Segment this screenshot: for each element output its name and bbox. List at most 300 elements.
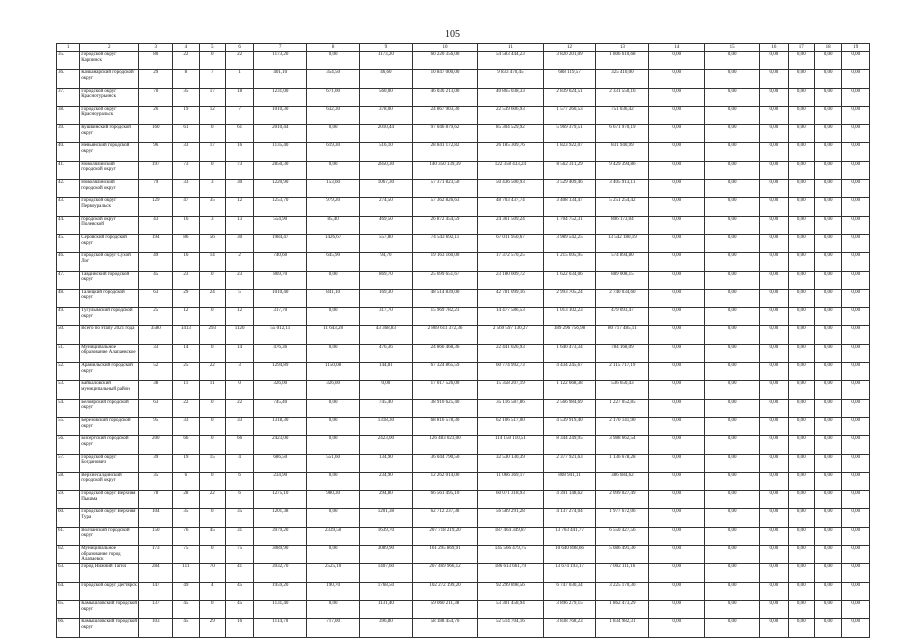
row-number-cell: 59. [57, 491, 80, 509]
table-cell: 0,00 [760, 399, 789, 417]
table-cell: 53 301 458,94 [478, 600, 543, 618]
table-cell: 13 542 180,19 [596, 234, 649, 252]
table-cell: 0,00 [814, 546, 841, 564]
table-cell: 0,00 [760, 344, 789, 362]
table-cell: 17 [199, 143, 225, 161]
table-cell: 0,00 [760, 381, 789, 399]
table-cell: 40 865 038,33 [478, 88, 543, 106]
municipality-cell: Всего по этапу 2021 года [80, 326, 139, 344]
row-number-cell: 41. [57, 161, 80, 179]
table-cell: 35 [199, 198, 225, 216]
table-cell: 1294,89 [254, 363, 307, 381]
table-cell: 1173,20 [359, 52, 412, 70]
table-cell: 0,00 [842, 180, 870, 198]
table-cell: 60 071 318,93 [478, 491, 543, 509]
table-cell: 13 [225, 216, 254, 234]
table-cell: 150 [139, 527, 173, 545]
table-cell: 30 [225, 234, 254, 252]
column-number: 13 [596, 44, 649, 52]
table-cell: 0,00 [760, 326, 789, 344]
table-cell: 0,00 [814, 527, 841, 545]
table-cell: 3580 [139, 326, 173, 344]
table-cell: 0,00 [649, 363, 705, 381]
table-cell: 0,00 [359, 381, 412, 399]
table-cell: 1318,30 [359, 417, 412, 435]
table-cell: 0,00 [705, 216, 760, 234]
table-cell: 0,00 [788, 216, 814, 234]
table-cell: 144,81 [359, 363, 412, 381]
table-row [57, 289, 870, 307]
table-cell: 0,00 [705, 308, 760, 326]
table-cell: 2010,44 [254, 125, 307, 143]
table-cell: 32 530 130,39 [478, 454, 543, 472]
table-cell: 18 [225, 88, 254, 106]
table-cell: 0,00 [760, 582, 789, 600]
table-cell: 0,00 [705, 436, 760, 454]
table-cell: 0,00 [842, 52, 870, 70]
table-cell: 0,00 [307, 509, 360, 527]
table-cell: 1131,40 [359, 600, 412, 618]
table-cell: 47 [173, 198, 199, 216]
table-cell: 1067,30 [359, 180, 412, 198]
table-cell: 2 377 921,63 [543, 454, 596, 472]
table-cell: 0,00 [814, 326, 841, 344]
table-cell: 0,00 [842, 125, 870, 143]
table-cell: 0,00 [307, 436, 360, 454]
table-cell: 0,00 [788, 600, 814, 618]
table-cell: 0,00 [760, 271, 789, 289]
column-number: 18 [814, 44, 841, 52]
table-cell: 97 046 879,62 [412, 125, 477, 143]
table-cell: 200 [139, 436, 173, 454]
table-cell: 22 [225, 399, 254, 417]
table-cell: 1201,38 [359, 509, 412, 527]
table-cell: 104 [139, 509, 173, 527]
row-number-cell: 58. [57, 472, 80, 490]
table-cell: 0,00 [788, 582, 814, 600]
table-cell: 1150,08 [307, 363, 360, 381]
table-cell: 3 838 768,23 [543, 619, 596, 637]
table-row [57, 326, 870, 344]
table-cell: 102 272 199,20 [412, 582, 477, 600]
table-cell: 35 116 587,86 [478, 399, 543, 417]
table-cell: 0,00 [705, 454, 760, 472]
table-cell: 8 [173, 70, 199, 88]
table-cell: 0,00 [760, 253, 789, 271]
table-cell: 889 008,15 [596, 271, 649, 289]
column-number-row [57, 44, 870, 52]
table-cell: 29 [139, 70, 173, 88]
table-cell: 0,00 [788, 564, 814, 582]
table-cell: 28 841 172,82 [412, 143, 477, 161]
table-cell: 122 358 433,24 [478, 161, 543, 179]
table-cell: 63 [139, 289, 173, 307]
table-cell: 22 [173, 399, 199, 417]
table-cell: 1010,40 [254, 289, 307, 307]
table-cell: 0,00 [842, 143, 870, 161]
municipality-cell: Камышловский городской округ [80, 619, 139, 637]
table-cell: 66 561 495,10 [412, 491, 477, 509]
table-cell: 33 [225, 417, 254, 435]
table-cell: 0,00 [705, 546, 760, 564]
table-cell: 0,00 [842, 70, 870, 88]
table-cell: 0,00 [788, 308, 814, 326]
table-cell: 48 703 437,74 [478, 198, 543, 216]
table-cell: 0,00 [760, 564, 789, 582]
table-cell: 0,00 [705, 600, 760, 618]
table-cell: 0,00 [760, 600, 789, 618]
table-row [57, 399, 870, 417]
table-cell: 1639,70 [359, 527, 412, 545]
table-cell: 0,00 [788, 253, 814, 271]
table-cell: 0,00 [814, 253, 841, 271]
table-cell: 1426,67 [307, 234, 360, 252]
table-cell: 0,00 [788, 52, 814, 70]
table-cell: 1 [225, 70, 254, 88]
table-cell: 0,00 [649, 326, 705, 344]
table-cell: 0,00 [842, 344, 870, 362]
table-cell: 68 816 578,30 [412, 417, 477, 435]
table-cell: 0,00 [788, 619, 814, 637]
table-row [57, 363, 870, 381]
table-cell: 23 [225, 271, 254, 289]
table-cell: 12 262 014,00 [412, 472, 477, 490]
table-cell: 0,00 [814, 88, 841, 106]
table-cell: 0,00 [842, 472, 870, 490]
table-cell: 0,00 [760, 180, 789, 198]
table-cell: 15 969 782,23 [412, 308, 477, 326]
table-cell: 0 [199, 308, 225, 326]
table-cell: 25 [139, 308, 173, 326]
table-cell: 0,00 [814, 363, 841, 381]
table-cell: 66 [173, 436, 199, 454]
table-cell: 26 185 309,76 [478, 143, 543, 161]
municipality-cell: Городской округ Верхняя Тура [80, 509, 139, 527]
table-cell: 19 [173, 454, 199, 472]
table-cell: 74 543 692,11 [412, 234, 477, 252]
table-cell: 0 [199, 472, 225, 490]
table-cell: 62 712 237,38 [412, 509, 477, 527]
table-cell: 274,50 [359, 198, 412, 216]
table-cell: 0,00 [760, 454, 789, 472]
table-cell: 234,90 [254, 472, 307, 490]
municipality-cell: Березовский городской округ [80, 417, 139, 435]
table-cell: 717,00 [307, 619, 360, 637]
table-cell: 0,00 [788, 363, 814, 381]
table-cell: 66 [225, 436, 254, 454]
table-cell: 841,10 [307, 289, 360, 307]
table-cell: 2 839 624,51 [543, 88, 596, 106]
municipality-cell: Городской округ Карпинск [80, 52, 139, 70]
table-cell: 0,00 [705, 527, 760, 545]
table-cell: 0,00 [788, 527, 814, 545]
table-cell: 11 643,28 [307, 326, 360, 344]
table-cell: 73 [225, 161, 254, 179]
table-cell: 103 [139, 619, 173, 637]
table-cell: 63 [139, 399, 173, 417]
row-number-cell: 66. [57, 619, 80, 637]
table-cell: 0 [199, 436, 225, 454]
table-cell: 49 [173, 582, 199, 600]
table-cell: 0,00 [760, 619, 789, 637]
table-cell: 6 [225, 491, 254, 509]
table-row [57, 527, 870, 545]
table-cell: 45 [225, 582, 254, 600]
municipality-cell: Бисертский городской округ [80, 436, 139, 454]
table-cell: 0,00 [705, 363, 760, 381]
table-cell: 3 989 542,25 [543, 234, 596, 252]
table-cell: 0,00 [649, 436, 705, 454]
table-cell: 688 119,57 [543, 70, 596, 88]
table-cell: 25 [173, 363, 199, 381]
table-row [57, 143, 870, 161]
table-cell: 0,00 [788, 417, 814, 435]
table-cell: 86 [173, 234, 199, 252]
table-cell: 19 [173, 106, 199, 124]
table-cell: 33 [173, 417, 199, 435]
table-cell: 6 550 427,56 [596, 527, 649, 545]
table-cell: 745,40 [254, 399, 307, 417]
municipality-cell: Тугулымский городской округ [80, 308, 139, 326]
table-cell: 1231,00 [254, 88, 307, 106]
table-row [57, 509, 870, 527]
table-cell: 0,00 [814, 143, 841, 161]
table-cell: 0,00 [705, 472, 760, 490]
table-cell: 62 106 517,00 [478, 417, 543, 435]
table-cell: 0,00 [705, 289, 760, 307]
table-cell: 67 011 950,67 [478, 234, 543, 252]
table-cell: 23 180 009,72 [478, 271, 543, 289]
table-cell: 3 988 662,54 [596, 436, 649, 454]
municipality-cell: Камышловский городской округ [80, 600, 139, 618]
table-cell: 207 718 219,20 [412, 527, 477, 545]
table-cell: 14 [225, 344, 254, 362]
table-cell: 0,00 [307, 125, 360, 143]
table-cell: 3 [199, 216, 225, 234]
table-cell: 0,00 [649, 454, 705, 472]
table-cell: 0,00 [649, 198, 705, 216]
table-cell: 469,50 [359, 216, 412, 234]
table-cell: 2850,30 [254, 161, 307, 179]
table-cell: 45 [199, 527, 225, 545]
municipality-cell: Белоярский городской округ [80, 399, 139, 417]
table-cell: 73 [173, 161, 199, 179]
table-cell: 38 910 625,40 [412, 399, 477, 417]
table-cell: 0,00 [842, 106, 870, 124]
table-cell: 59 060 211,38 [412, 600, 477, 618]
row-number-cell: 56. [57, 436, 80, 454]
table-cell: 194 [139, 234, 173, 252]
table-cell: 294,80 [359, 491, 412, 509]
row-number-cell: 52. [57, 363, 80, 381]
table-cell: 0,00 [760, 527, 789, 545]
table-cell: 516,10 [359, 143, 412, 161]
table-cell: 0,00 [307, 271, 360, 289]
table-cell: 0,00 [760, 234, 789, 252]
table-cell: 129 [139, 198, 173, 216]
table-cell: 0 [199, 344, 225, 362]
table-cell: 5 [225, 289, 254, 307]
table-cell: 70 [199, 564, 225, 582]
table-cell: 22 [199, 363, 225, 381]
table-cell: 0,00 [705, 52, 760, 70]
table-cell: 0,00 [842, 619, 870, 637]
table-cell: 56 [199, 234, 225, 252]
table-cell: 0,00 [814, 381, 841, 399]
table-cell: 24 867 903,30 [412, 106, 477, 124]
row-number-cell: 61. [57, 527, 80, 545]
table-cell: 0,00 [705, 417, 760, 435]
table-cell: 0,00 [649, 619, 705, 637]
table-cell: 35 [173, 88, 199, 106]
table-row [57, 454, 870, 472]
table-cell: 0 [225, 381, 254, 399]
table-cell: 16 [173, 216, 199, 234]
table-cell: 0 [199, 52, 225, 70]
table-row [57, 381, 870, 399]
row-number-cell: 50. [57, 326, 80, 344]
table-cell: 35 [173, 509, 199, 527]
table-cell: 0,00 [705, 564, 760, 582]
column-number: 9 [359, 44, 412, 52]
table-cell: 35 [139, 472, 173, 490]
table-cell: 557,80 [359, 234, 412, 252]
table-cell: 325 410,00 [596, 70, 649, 88]
table-cell: 554,90 [254, 216, 307, 234]
table-cell: 0,00 [814, 234, 841, 252]
table-cell: 0,00 [307, 308, 360, 326]
table-cell: 284 [139, 564, 173, 582]
table-cell: 0 [199, 125, 225, 143]
row-number-cell: 64. [57, 582, 80, 600]
table-cell: 5 251 254,42 [596, 198, 649, 216]
table-cell: 114 150 110,51 [478, 436, 543, 454]
table-cell: 6 747 030,34 [543, 582, 596, 600]
table-cell: 29 [173, 289, 199, 307]
budget-table [56, 43, 870, 638]
table-row [57, 436, 870, 454]
row-number-cell: 57. [57, 454, 80, 472]
table-cell: 160 [139, 125, 173, 143]
table-cell: 671,00 [307, 88, 360, 106]
table-cell: 0,00 [788, 491, 814, 509]
table-cell: 1 013 102,23 [543, 308, 596, 326]
table-cell: 1 806 610,68 [596, 52, 649, 70]
table-cell: 14 [199, 253, 225, 271]
table-cell: 0,00 [760, 308, 789, 326]
column-number: 2 [80, 44, 139, 52]
table-cell: 2850,30 [359, 161, 412, 179]
table-cell: 0,00 [760, 88, 789, 106]
table-cell: 0,00 [814, 564, 841, 582]
table-cell: 0,00 [649, 106, 705, 124]
table-cell: 3089,90 [254, 546, 307, 564]
table-cell: 0,00 [814, 600, 841, 618]
table-cell: 0,00 [649, 344, 705, 362]
table-cell: 479 093,47 [596, 308, 649, 326]
table-cell: 3 896 279,15 [543, 600, 596, 618]
table-cell: 85,40 [307, 216, 360, 234]
column-number: 15 [705, 44, 760, 52]
table-cell: 0,00 [788, 472, 814, 490]
table-cell: 1 862 473,29 [596, 600, 649, 618]
table-cell: 8 562 311,29 [543, 161, 596, 179]
table-row [57, 417, 870, 435]
table-cell: 0,00 [649, 125, 705, 143]
table-cell: 0,00 [788, 326, 814, 344]
table-cell: 0,00 [705, 253, 760, 271]
row-number-cell: 35. [57, 52, 80, 70]
table-cell: 0,00 [649, 564, 705, 582]
table-cell: 169,30 [359, 289, 412, 307]
municipality-cell: Арамильский городской округ [80, 363, 139, 381]
table-cell: 560,00 [359, 88, 412, 106]
table-cell: 11 [199, 381, 225, 399]
table-cell: 22 [173, 52, 199, 70]
table-cell: 43 [139, 216, 173, 234]
table-cell: 7 [199, 70, 225, 88]
table-row [57, 106, 870, 124]
table-cell: 60 774 992,73 [478, 363, 543, 381]
table-cell: 0,00 [788, 289, 814, 307]
table-cell: 0,00 [649, 308, 705, 326]
table-cell: 1 977 672,06 [596, 509, 649, 527]
table-cell: 17 372 570,25 [478, 253, 543, 271]
table-cell: 0,00 [842, 600, 870, 618]
table-cell: 0,00 [788, 88, 814, 106]
column-number: 17 [788, 44, 814, 52]
table-cell: 0,00 [760, 216, 789, 234]
table-cell: 1253,70 [254, 198, 307, 216]
table-cell: 58 188 454,70 [412, 619, 477, 637]
table-cell: 3979,20 [254, 527, 307, 545]
column-number: 14 [649, 44, 705, 52]
table-cell: 96 [139, 143, 173, 161]
table-cell: 0,00 [307, 161, 360, 179]
table-cell: 24 361 509,24 [478, 216, 543, 234]
table-cell: 0 [199, 509, 225, 527]
table-cell: 17 [199, 88, 225, 106]
municipality-cell: Качканарский городской округ [80, 70, 139, 88]
table-cell: 0,00 [788, 436, 814, 454]
table-cell: 0,00 [649, 161, 705, 179]
table-cell: 1768,50 [359, 582, 412, 600]
table-cell: 0,00 [705, 198, 760, 216]
table-cell: 13 674 193,17 [543, 564, 596, 582]
table-cell: 24 866 468,36 [412, 344, 477, 362]
table-cell: 6 [225, 472, 254, 490]
table-cell: 67 324 865,59 [412, 363, 477, 381]
table-cell: 0,00 [705, 106, 760, 124]
table-cell: 574 894,80 [596, 253, 649, 271]
table-cell: 57 362 826,63 [412, 198, 477, 216]
table-cell: 3 408 134,47 [543, 198, 596, 216]
table-cell: 23 [173, 271, 199, 289]
table-cell: 0,00 [760, 509, 789, 527]
municipality-cell: Новолялинский городской округ [80, 161, 139, 179]
table-cell: 0,00 [649, 491, 705, 509]
table-cell: 11 [173, 381, 199, 399]
row-number-cell: 47. [57, 271, 80, 289]
table-cell: 42 781 099,16 [478, 289, 543, 307]
table-cell: 0,00 [649, 600, 705, 618]
table-cell: 197 [139, 161, 173, 179]
table-cell: 1 622 034,06 [543, 271, 596, 289]
table-cell: 43 368,83 [359, 326, 412, 344]
table-cell: 190,70 [307, 582, 360, 600]
table-cell: 145 566 479,75 [478, 546, 543, 564]
table-cell: 0,00 [760, 289, 789, 307]
